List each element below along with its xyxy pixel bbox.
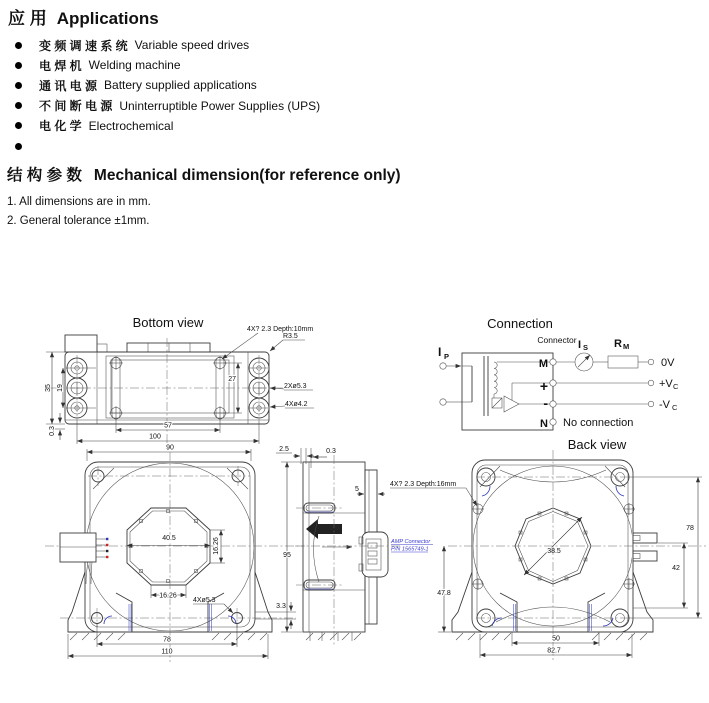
front-view (45, 445, 305, 663)
bullet-icon (15, 143, 22, 150)
dim-38-5: 38.5 (547, 548, 561, 555)
opamp-symbol (504, 396, 519, 412)
applications-heading-cn: 应 用 (8, 9, 47, 28)
back-connector-tabs (633, 533, 657, 561)
out-nvc-sub: C (672, 403, 678, 412)
bullet-icon (15, 122, 22, 129)
list-item (15, 55, 320, 75)
dim-2-5: 2.5 (279, 446, 289, 453)
connector-label: Connector (537, 335, 577, 345)
list-item (15, 75, 320, 95)
terminal-m: M (538, 358, 548, 370)
dim-57: 57 (164, 422, 172, 430)
dim-27: 27 (228, 376, 236, 383)
applications-list (15, 35, 320, 156)
item-en: Uninterruptible Power Supplies (UPS) (119, 98, 321, 113)
dim-40-5: 40.5 (162, 535, 176, 542)
mechanical-drawing (0, 300, 709, 703)
dim-5: 5 (355, 486, 359, 493)
is-label: I (578, 339, 582, 351)
item-en: Battery supplied applications (104, 78, 257, 93)
rm-sub: M (623, 342, 630, 351)
ip-sub: P (444, 352, 450, 361)
bottom-view (45, 315, 314, 448)
bullet-icon (15, 62, 22, 69)
mechanical-heading (7, 163, 401, 185)
dim-100: 100 (149, 433, 161, 441)
dim-19: 19 (57, 384, 64, 392)
note-r3-5: R3.5 (283, 333, 298, 340)
note-2x5-3: 2Xø5.3 (284, 383, 307, 390)
mechanical-heading-cn: 结 构 参 数 (7, 167, 82, 184)
item-cn: 电 焊 机 (39, 58, 82, 73)
dim-47-8: 47.8 (437, 590, 451, 597)
out-nvc: -V (659, 399, 670, 411)
foot-right-back (588, 572, 653, 632)
item-en: Electrochemical (88, 118, 174, 133)
is-sub: S (583, 343, 589, 352)
dim-50: 50 (552, 635, 560, 643)
bottom-view-title: Bottom view (132, 315, 204, 330)
connection-title: Connection (487, 316, 553, 331)
terminal-n: N (540, 418, 548, 430)
item-cn: 通 讯 电 源 (39, 78, 98, 93)
side-view (276, 446, 477, 645)
dim-110: 110 (161, 648, 173, 656)
terminal-minus: - (543, 395, 548, 411)
bullet-icon (15, 42, 22, 49)
bullet-icon (15, 82, 22, 89)
list-item (15, 35, 320, 55)
note-tolerance: 2. General tolerance ±1mm. (7, 215, 150, 227)
item-en: Variable speed drives (134, 38, 250, 53)
bullet-icon (15, 102, 22, 109)
out-0v: 0V (661, 357, 675, 369)
terminal-plus: + (539, 378, 548, 394)
back-view (437, 437, 706, 660)
dim-16-26-bottom: 16.26 (159, 592, 177, 600)
dim-0-3: 0.3 (49, 426, 56, 436)
list-item (15, 96, 320, 116)
list-item (15, 116, 320, 136)
item-cn: 电 化 学 (39, 119, 82, 134)
dim-78-back: 78 (686, 525, 694, 532)
bottom-view-tab (65, 335, 97, 352)
side-screws (472, 503, 635, 590)
applications-heading-en: Applications (56, 9, 159, 28)
rm-label: R (614, 338, 622, 350)
mechanical-heading-en: Mechanical dimension(for reference only) (93, 167, 401, 184)
dim-35: 35 (45, 384, 52, 392)
note-4x5-3: 4Xø5.3 (193, 597, 216, 604)
output-connector-block (60, 533, 96, 562)
back-view-title: Back view (567, 437, 627, 452)
connector-pins (96, 538, 108, 558)
foot-left-back (452, 572, 517, 632)
base-ticks (306, 632, 361, 641)
applications-heading (8, 4, 159, 29)
dim-16-26-right: 16.26 (213, 537, 220, 555)
ip-label: I (438, 345, 442, 359)
ammeter-icon (575, 353, 593, 371)
resistor-icon (608, 356, 638, 368)
dim-42: 42 (672, 565, 680, 572)
amp-pn-label: P/N 1565749-1 (391, 546, 429, 553)
item-cn: 不 间 断 电 源 (39, 99, 113, 114)
note-holes-16mm: 4X? 2.3 Depth:16mm (390, 481, 457, 488)
coil-symbol (494, 362, 497, 394)
dim-0-3: 0.3 (326, 448, 336, 455)
out-pvc: +V (659, 378, 673, 390)
out-pvc-sub: C (673, 382, 679, 391)
no-connection-label: No connection (563, 417, 634, 429)
item-cn: 变 频 调 速 系 统 (39, 38, 128, 53)
dim-95: 95 (283, 552, 291, 559)
list-item (15, 136, 320, 156)
item-en: Welding machine (88, 58, 181, 73)
note-4x4-2: 4Xø4.2 (285, 401, 308, 408)
amp-connector-label: AMP Connector (391, 539, 431, 545)
dim-3-3: 3.3 (276, 603, 286, 610)
note-dimensions: 1. All dimensions are in mm. (7, 196, 151, 208)
amp-connector (359, 532, 388, 577)
dim-78: 78 (163, 636, 171, 644)
note-holes-10mm: 4X? 2.3 Depth:10mm (247, 326, 314, 333)
connection-diagram (438, 316, 679, 430)
primary-current-arrow (306, 519, 342, 539)
dim-90: 90 (166, 444, 174, 452)
dim-82-7: 82.7 (547, 647, 561, 655)
